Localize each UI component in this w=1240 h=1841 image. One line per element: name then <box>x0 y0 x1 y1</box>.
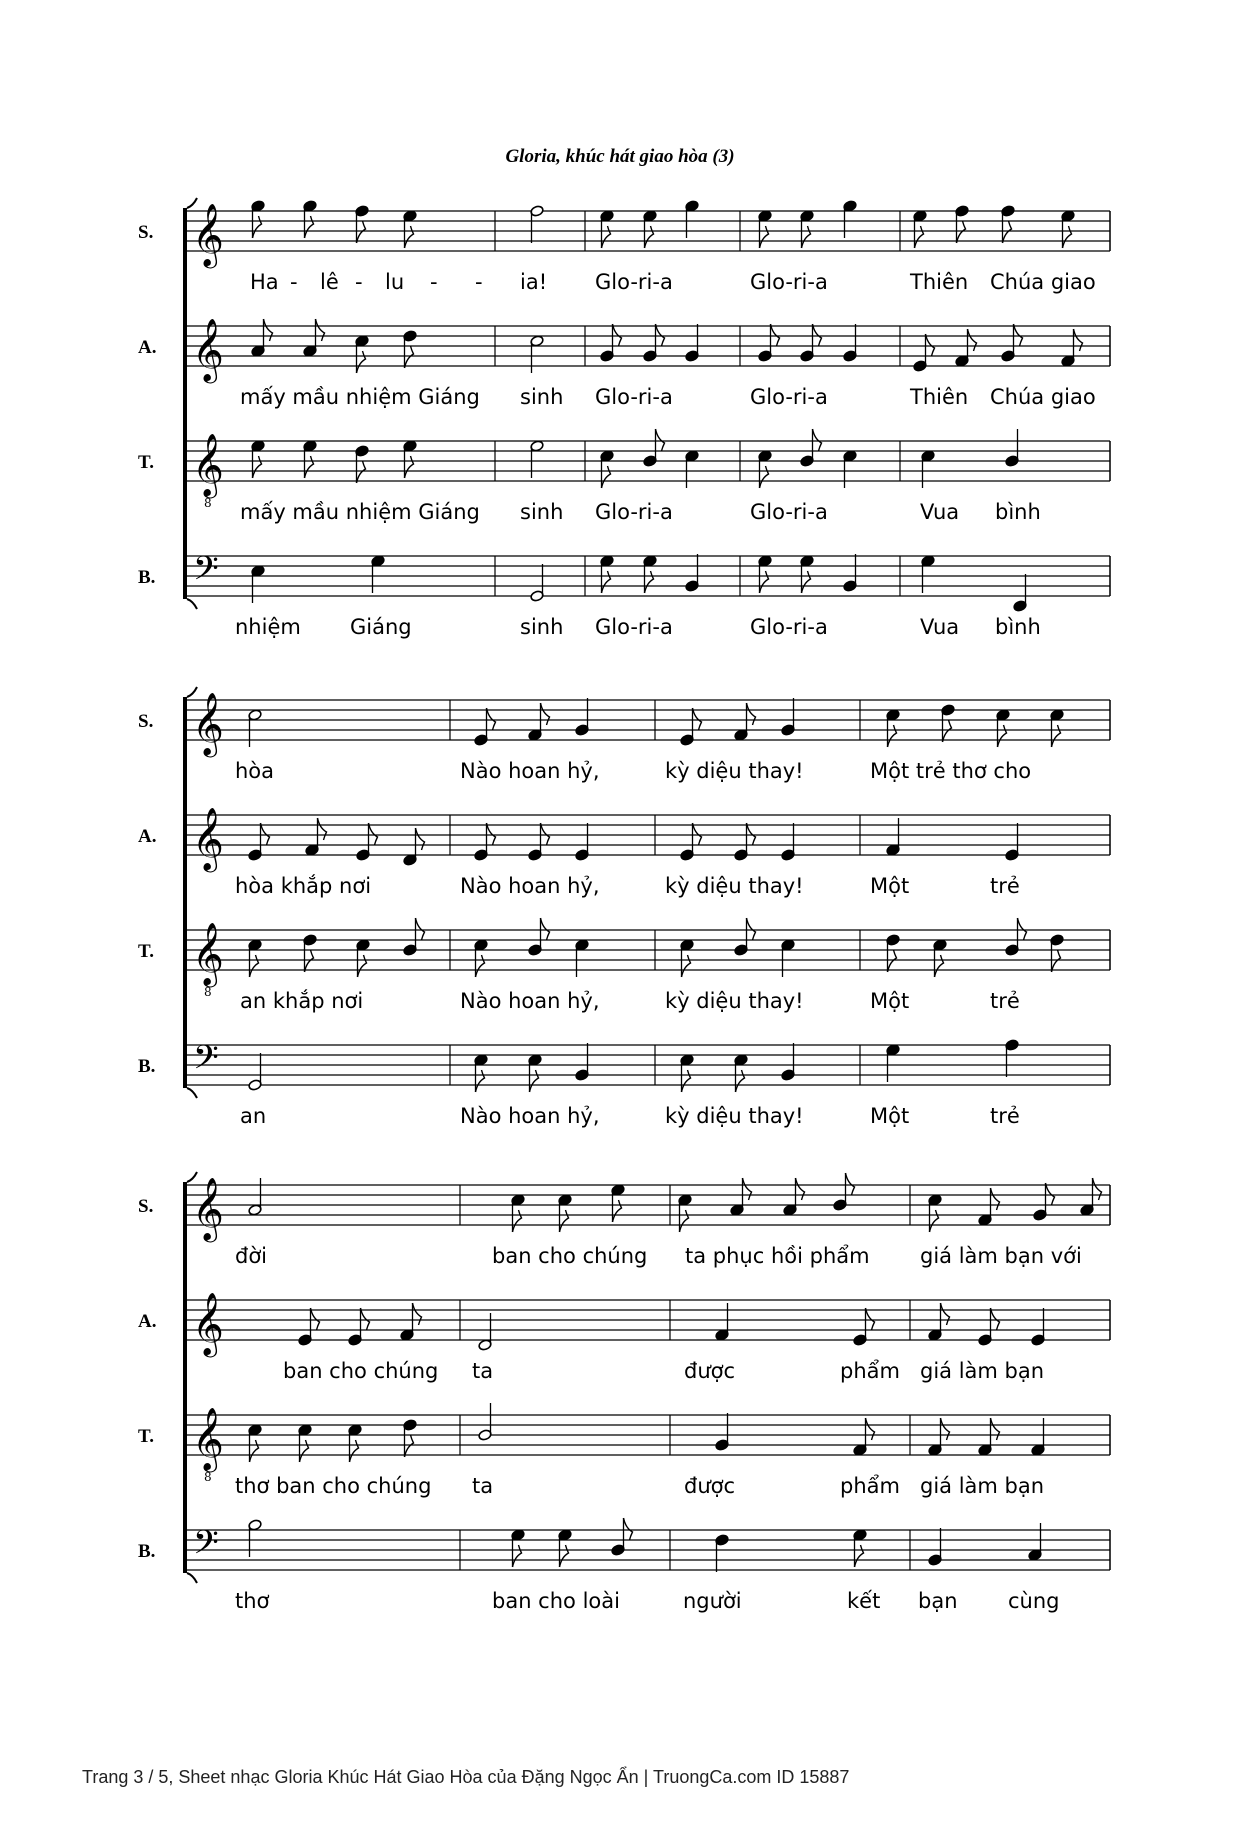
lyric-text: Ha <box>250 270 279 294</box>
lyric-text: cùng <box>1008 1589 1060 1613</box>
voice-label: T. <box>138 941 155 962</box>
lyric-text: Vua <box>920 500 960 524</box>
lyric-text: Nào hoan hỷ, <box>460 874 600 898</box>
lyric-text: Glo-ri-a <box>595 500 673 524</box>
lyric-text: Một <box>870 1104 910 1128</box>
lyric-text: ta <box>472 1474 494 1498</box>
lyric-text: bạn <box>918 1589 958 1613</box>
lyric-text: bình <box>995 500 1041 524</box>
voice-label: S. <box>138 711 154 732</box>
treble-clef-icon: 𝄞 <box>192 1177 224 1240</box>
lyric-text: giá làm bạn <box>920 1474 1045 1498</box>
lyric-text: thơ ban cho chúng <box>235 1474 432 1498</box>
lyric-text: Glo-ri-a <box>750 615 828 639</box>
lyric-text: sinh <box>520 385 564 409</box>
lyric-text: ban cho loài <box>492 1589 620 1613</box>
staff-s <box>138 692 1110 783</box>
lyric-text: bình <box>995 615 1041 639</box>
lyric-text: Chúa giao <box>990 385 1096 409</box>
lyric-text: Một <box>870 989 910 1013</box>
lyric-text: nhiệm <box>235 615 301 639</box>
treble-clef-icon: 𝄞 <box>192 433 224 496</box>
lyric-text: ban cho chúng <box>283 1359 439 1383</box>
lyric-text: - <box>475 270 483 294</box>
bass-clef-icon: 𝄢 <box>193 550 219 596</box>
treble-clef-icon: 𝄞 <box>192 1292 224 1355</box>
score-system <box>138 687 1110 1128</box>
staff-t <box>138 918 1110 1013</box>
lyric-text: kỳ diệu thay! <box>665 989 804 1013</box>
voice-label: B. <box>138 1056 156 1077</box>
treble-clef-icon: 𝄞 <box>192 203 224 266</box>
bass-clef-icon: 𝄢 <box>193 1524 219 1570</box>
staff-b <box>138 1518 1110 1613</box>
lyric-text: Chúa giao <box>990 270 1096 294</box>
voice-label: A. <box>138 826 157 847</box>
lyric-text: Glo-ri-a <box>750 270 828 294</box>
staff-b <box>138 550 1110 639</box>
score-system <box>138 198 1110 639</box>
lyric-text: được <box>684 1474 736 1498</box>
voice-label: A. <box>138 1311 157 1332</box>
lyric-text: mấy mầu nhiệm Giáng <box>240 385 480 409</box>
voice-label: B. <box>138 567 156 588</box>
lyric-text: Vua <box>920 615 960 639</box>
lyric-text: ta phục hồi phẩm <box>685 1244 870 1268</box>
treble-clef-icon: 𝄞 <box>192 1407 224 1470</box>
lyric-text: - <box>430 270 438 294</box>
lyric-text: kết <box>847 1589 881 1613</box>
voice-label: T. <box>138 1426 155 1447</box>
score-system <box>138 1172 1110 1613</box>
lyric-text: - <box>290 270 298 294</box>
staff-a <box>138 1292 1110 1383</box>
lyric-text: giá làm bạn <box>920 1359 1045 1383</box>
lyric-text: được <box>684 1359 736 1383</box>
lyric-text: Glo-ri-a <box>750 385 828 409</box>
lyric-text: đời <box>235 1244 268 1268</box>
lyric-text: Một <box>870 874 910 898</box>
lyric-text: Glo-ri-a <box>750 500 828 524</box>
lyric-text: trẻ <box>990 989 1020 1013</box>
lyric-text: hòa khắp nơi <box>235 874 372 898</box>
lyric-text: Glo-ri-a <box>595 615 673 639</box>
lyric-text: sinh <box>520 500 564 524</box>
treble-clef-icon: 𝄞 <box>192 922 224 985</box>
lyric-text: mấy mầu nhiệm Giáng <box>240 500 480 524</box>
octave-8-marker: 8 <box>204 985 212 999</box>
lyric-text: Glo-ri-a <box>595 270 673 294</box>
voice-label: S. <box>138 1196 154 1217</box>
lyric-text: phẩm <box>840 1474 900 1498</box>
lyric-text: ia! <box>520 270 548 294</box>
lyric-text: Giáng <box>350 615 412 639</box>
lyric-text: Nào hoan hỷ, <box>460 759 600 783</box>
lyric-text: Thiên <box>910 385 969 409</box>
lyric-text: lu <box>385 270 405 294</box>
lyric-text: kỳ diệu thay! <box>665 759 804 783</box>
staff-s <box>138 1173 1110 1268</box>
treble-clef-icon: 𝄞 <box>192 807 224 870</box>
staff-b <box>138 1039 1110 1128</box>
lyric-text: giá làm bạn với <box>920 1244 1082 1268</box>
lyric-text: trẻ <box>990 874 1020 898</box>
lyric-text: - <box>355 270 363 294</box>
lyric-text: Nào hoan hỷ, <box>460 1104 600 1128</box>
lyric-text: sinh <box>520 615 564 639</box>
lyric-text: an khắp nơi <box>240 989 364 1013</box>
page-footer: Trang 3 / 5, Sheet nhạc Gloria Khúc Hát Giao Hòa của Đặng Ngọc Ẩn | TruongCa.com ID 15887 <box>82 1767 850 1787</box>
octave-8-marker: 8 <box>204 496 212 510</box>
lyric-text: thơ <box>235 1589 270 1613</box>
lyric-text: ban cho chúng <box>492 1244 648 1268</box>
lyric-text: phẩm <box>840 1359 900 1383</box>
lyric-text: kỳ diệu thay! <box>665 874 804 898</box>
staff-t <box>138 1403 1110 1498</box>
voice-label: A. <box>138 337 157 358</box>
staff-t <box>138 429 1110 524</box>
lyric-text: Nào hoan hỷ, <box>460 989 600 1013</box>
staff-a <box>138 318 1110 409</box>
staff-a <box>138 807 1110 898</box>
bass-clef-icon: 𝄢 <box>193 1039 219 1085</box>
treble-clef-icon: 𝄞 <box>192 692 224 755</box>
lyric-text: Thiên <box>910 270 969 294</box>
lyric-text: hòa <box>235 759 275 783</box>
lyric-text: ta <box>472 1359 494 1383</box>
treble-clef-icon: 𝄞 <box>192 318 224 381</box>
lyric-text: người <box>683 1589 742 1613</box>
voice-label: T. <box>138 452 155 473</box>
lyric-text: lê <box>320 270 339 294</box>
voice-label: B. <box>138 1541 156 1562</box>
lyric-text: Glo-ri-a <box>595 385 673 409</box>
page-title: Gloria, khúc hát giao hòa (3) <box>505 146 735 167</box>
octave-8-marker: 8 <box>204 1470 212 1484</box>
lyric-text: an <box>240 1104 267 1128</box>
lyric-text: Một trẻ thơ cho <box>870 759 1032 783</box>
lyric-text: trẻ <box>990 1104 1020 1128</box>
lyric-text: kỳ diệu thay! <box>665 1104 804 1128</box>
staff-s <box>138 200 1110 294</box>
voice-label: S. <box>138 222 154 243</box>
